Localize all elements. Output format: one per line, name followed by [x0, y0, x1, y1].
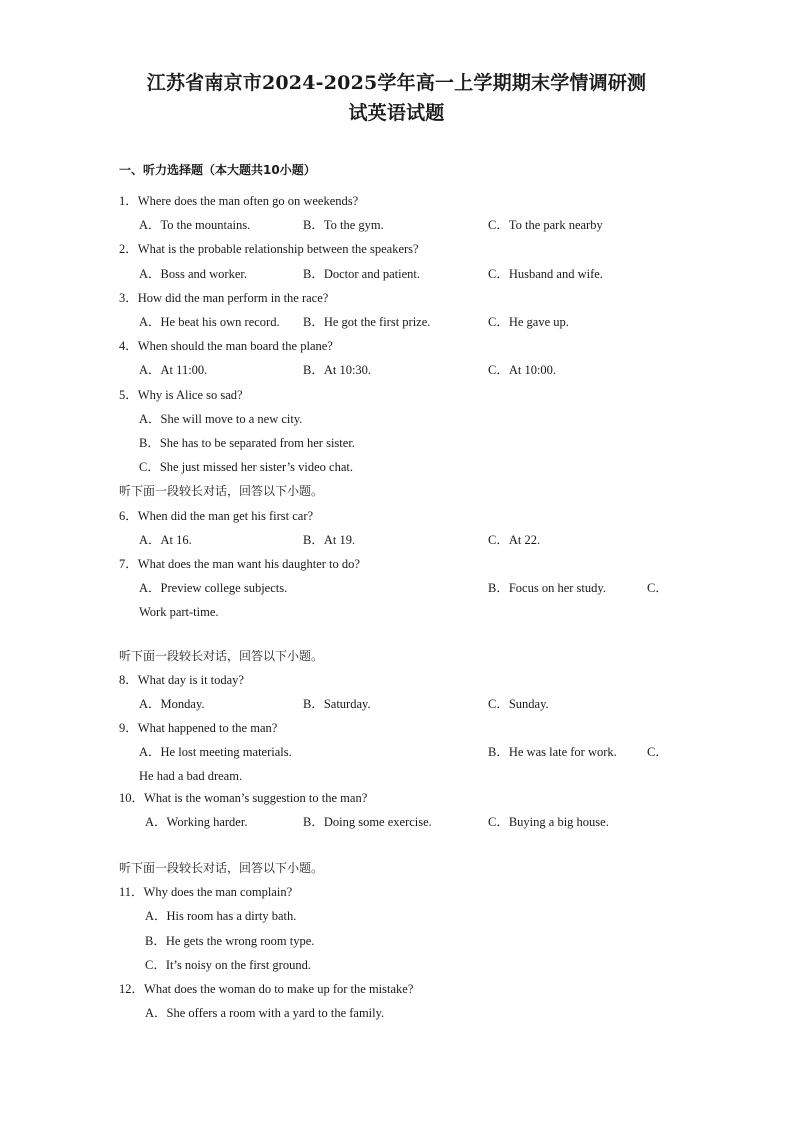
- option-b: B．At 10:30.: [303, 363, 372, 377]
- question-text: When should the man board the plane?: [137, 339, 333, 353]
- option-a: A．At 11:00.: [139, 363, 208, 377]
- question-number: 7．: [119, 557, 138, 571]
- option-b: B．She has to be separated from her sister.: [139, 436, 355, 450]
- option-c: C．: [647, 745, 668, 759]
- question-6: [119, 508, 313, 524]
- option-a: A．She offers a room with a yard to the family.: [145, 1006, 385, 1020]
- question-text: What happened to the man?: [137, 721, 278, 735]
- question-2: [119, 241, 419, 257]
- option-b: B．Doctor and patient.: [303, 267, 420, 281]
- question-12: [119, 981, 413, 997]
- option-c: C．Sunday.: [488, 697, 549, 711]
- option-c-continued: He had a bad dream.: [139, 769, 243, 783]
- instruction-long-dialogue: 听下面一段较长对话，回答以下小题。: [119, 649, 324, 663]
- question-3: [119, 290, 328, 306]
- section-heading: 一、听力选择题（本大题共10小题）: [119, 163, 316, 177]
- question-text: Where does the man often go on weekends?: [137, 194, 359, 208]
- option-c: C．Husband and wife.: [488, 267, 603, 281]
- question-text: What does the woman do to make up for the mistake?: [144, 982, 414, 996]
- question-text: Why does the man complain?: [143, 885, 293, 899]
- question-number: 3．: [119, 291, 138, 305]
- question-number: 9．: [119, 721, 138, 735]
- question-number: 1．: [119, 194, 138, 208]
- option-c: C．She just missed her sister’s video chat.: [139, 460, 353, 474]
- option-c: C．It’s noisy on the first ground.: [145, 958, 311, 972]
- document-title-line-2: 试英语试题: [348, 102, 445, 124]
- option-b: B．Focus on her study.: [488, 581, 606, 595]
- instruction-long-dialogue: 听下面一段较长对话，回答以下小题。: [119, 484, 324, 498]
- instruction-long-dialogue: 听下面一段较长对话，回答以下小题。: [119, 861, 324, 875]
- option-a: A．Preview college subjects.: [139, 581, 288, 595]
- option-a: A．Monday.: [139, 697, 205, 711]
- option-c: C．Buying a big house.: [488, 815, 609, 829]
- document-title-line-1: 江苏省南京市2024-2025学年高一上学期期末学情调研测: [146, 72, 647, 94]
- question-5: [119, 387, 243, 403]
- question-text: What is the probable relationship between the speakers?: [137, 242, 419, 256]
- question-number: 8．: [119, 673, 138, 687]
- question-number: 6．: [119, 509, 138, 523]
- option-a: A．To the mountains.: [139, 218, 251, 232]
- option-c: C．At 22.: [488, 533, 541, 547]
- question-7: [119, 556, 360, 572]
- option-b: B．To the gym.: [303, 218, 384, 232]
- option-a: A．He beat his own record.: [139, 315, 280, 329]
- option-a: A．Working harder.: [145, 815, 248, 829]
- option-a: A．At 16.: [139, 533, 192, 547]
- option-b: B．He was late for work.: [488, 745, 617, 759]
- question-4: [119, 338, 333, 354]
- question-number: 5．: [119, 388, 138, 402]
- option-b: B．Doing some exercise.: [303, 815, 432, 829]
- option-b: B．Saturday.: [303, 697, 371, 711]
- question-10: [119, 790, 367, 806]
- option-a: A．Boss and worker.: [139, 267, 247, 281]
- question-number: 10．: [119, 791, 145, 805]
- question-text: What is the woman’s suggestion to the man?: [144, 791, 368, 805]
- question-text: When did the man get his first car?: [137, 509, 314, 523]
- question-number: 4．: [119, 339, 138, 353]
- question-1: [119, 193, 358, 209]
- question-9: [119, 720, 277, 736]
- option-b: B．At 19.: [303, 533, 356, 547]
- question-8: [119, 672, 244, 688]
- question-number: 12．: [119, 982, 145, 996]
- option-c: C．To the park nearby: [488, 218, 603, 232]
- option-a: A．His room has a dirty bath.: [145, 909, 297, 923]
- question-text: What day is it today?: [137, 673, 244, 687]
- question-number: 11．: [119, 885, 144, 899]
- question-text: Why is Alice so sad?: [137, 388, 243, 402]
- option-c: C．He gave up.: [488, 315, 569, 329]
- option-a: A．She will move to a new city.: [139, 412, 303, 426]
- question-text: How did the man perform in the race?: [137, 291, 329, 305]
- option-c: C．: [647, 581, 668, 595]
- option-c-continued: Work part-time.: [139, 605, 219, 619]
- option-a: A．He lost meeting materials.: [139, 745, 292, 759]
- option-c: C．At 10:00.: [488, 363, 557, 377]
- question-number: 2．: [119, 242, 138, 256]
- option-b: B．He got the first prize.: [303, 315, 431, 329]
- option-b: B．He gets the wrong room type.: [145, 934, 315, 948]
- question-text: What does the man want his daughter to do?: [137, 557, 360, 571]
- question-11: [119, 884, 292, 900]
